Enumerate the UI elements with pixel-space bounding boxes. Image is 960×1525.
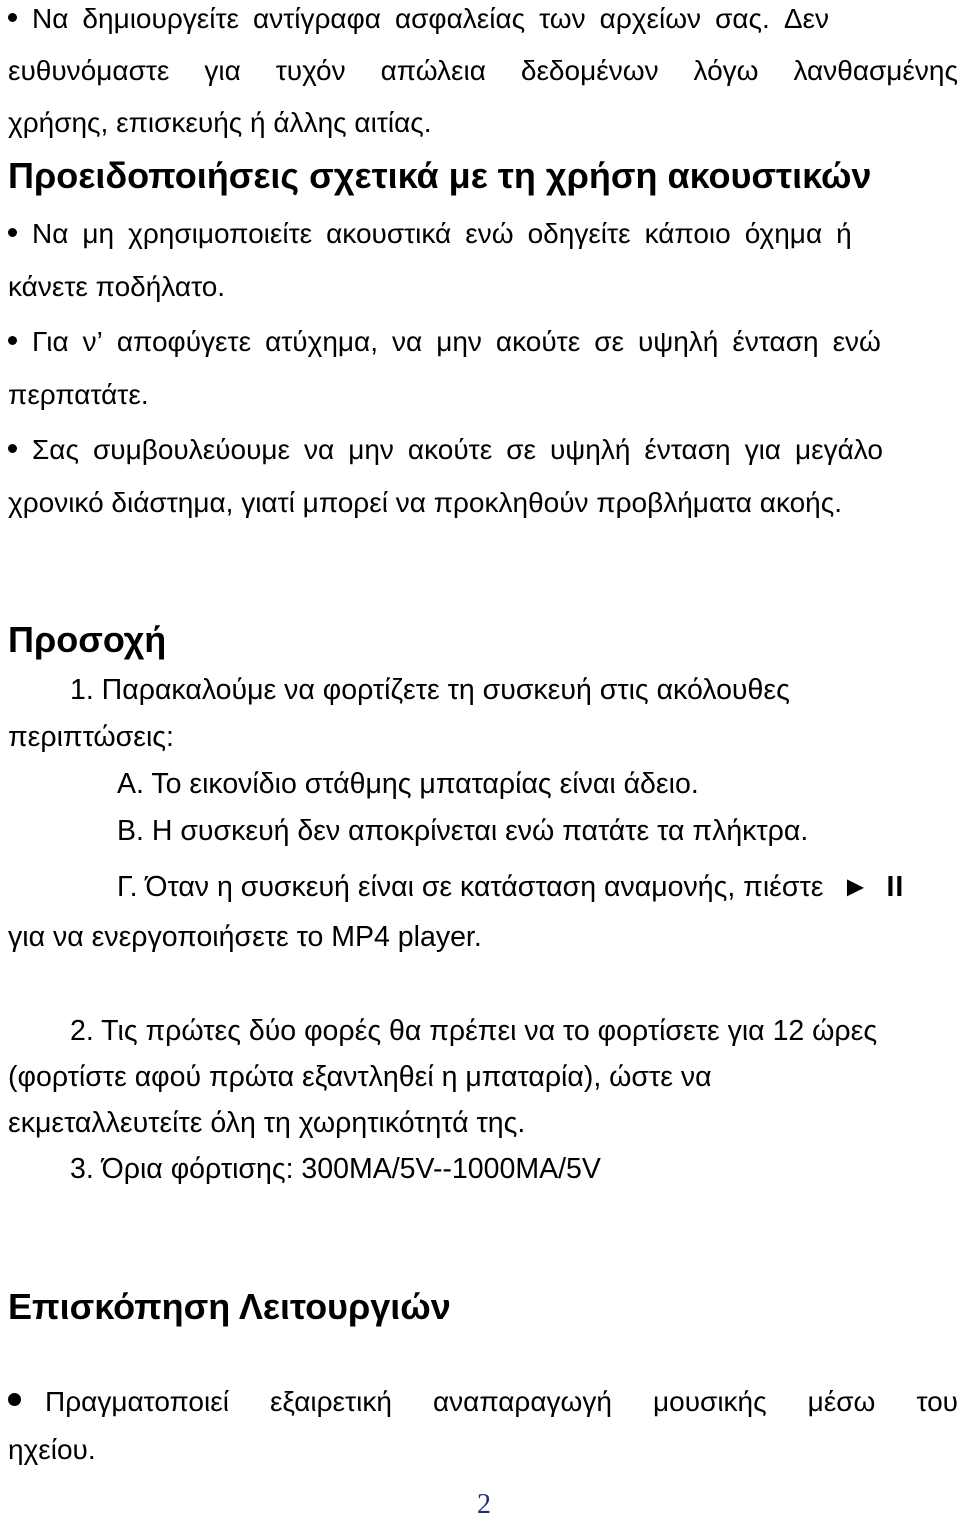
backup-notice-line-3: χρήσης, επισκευής ή άλλης αιτίας. bbox=[8, 107, 432, 138]
headphones-item-1 bbox=[8, 217, 852, 251]
word: ατύχημα, bbox=[265, 326, 378, 357]
word: μουσικής bbox=[653, 1386, 767, 1417]
word: αναπαραγωγή bbox=[432, 1386, 612, 1417]
word: υψηλή bbox=[637, 326, 719, 357]
word: αντίγραφα bbox=[253, 3, 381, 34]
word: Πραγματοποιεί bbox=[45, 1386, 229, 1417]
word: να bbox=[304, 434, 335, 465]
overview-item-1 bbox=[8, 1385, 958, 1419]
overview-heading: Επισκόπηση Λειτουργιών bbox=[8, 1286, 451, 1327]
word: του bbox=[916, 1386, 958, 1417]
backup-notice-line-2 bbox=[8, 54, 958, 88]
word: ακουστικά bbox=[326, 218, 452, 249]
pause-icon: II bbox=[886, 871, 905, 903]
caution-case-g-text: Γ. Όταν η συσκευή είναι σε κατάσταση αναμονής, πιέστε bbox=[117, 871, 824, 903]
caution-point-2: 2. Τις πρώτες δύο φορές θα πρέπει να το φορτίσετε για 12 ώρες bbox=[70, 1015, 878, 1047]
word: να bbox=[392, 326, 423, 357]
headphones-item-3-text bbox=[32, 434, 883, 465]
caution-point-1: 1. Παρακαλούμε να φορτίζετε τη συσκευή στις ακόλουθες bbox=[70, 674, 790, 706]
word: απώλεια bbox=[380, 55, 486, 86]
page-number: 2 bbox=[477, 1489, 491, 1520]
bullet-icon bbox=[8, 336, 17, 345]
word: ενώ bbox=[465, 218, 514, 249]
word: Να bbox=[32, 3, 69, 34]
word: δημιουργείτε bbox=[82, 3, 239, 34]
caution-point-3: 3. Όρια φόρτισης: 300MA/5V--1000MA/5V bbox=[70, 1153, 601, 1185]
headphones-item-2-cont: περπατάτε. bbox=[8, 379, 149, 410]
caution-point-2-cont-1: (φορτίστε αφού πρώτα εξαντληθεί η μπαταρία), ώστε να bbox=[8, 1061, 712, 1093]
word: ακούτε bbox=[407, 434, 493, 465]
word: οδηγείτε bbox=[527, 218, 631, 249]
headphones-item-2 bbox=[8, 325, 881, 359]
word: σε bbox=[594, 326, 624, 357]
caution-case-g bbox=[117, 870, 904, 904]
word: Να bbox=[32, 218, 69, 249]
headphones-item-2-text bbox=[32, 326, 881, 357]
word: σε bbox=[506, 434, 536, 465]
word: για bbox=[744, 434, 781, 465]
bullet-icon bbox=[8, 1393, 21, 1406]
word: Δεν bbox=[783, 3, 829, 34]
word: ακούτε bbox=[495, 326, 581, 357]
word: για bbox=[204, 55, 241, 86]
word: όχημα bbox=[744, 218, 823, 249]
word: ένταση bbox=[732, 326, 819, 357]
word: λόγω bbox=[693, 55, 759, 86]
caution-case-b: Β. Η συσκευή δεν αποκρίνεται ενώ πατάτε τα πλήκτρα. bbox=[117, 815, 809, 847]
word: δεδομένων bbox=[520, 55, 659, 86]
word: Σας bbox=[32, 434, 79, 465]
headphones-item-1-cont: κάνετε ποδήλατο. bbox=[8, 271, 226, 302]
backup-notice-line-1 bbox=[8, 2, 829, 36]
bullet-icon bbox=[8, 228, 17, 237]
word: των bbox=[539, 3, 586, 34]
caution-point-2-cont-2: εκμεταλλευτείτε όλη τη χωρητικότητά της. bbox=[8, 1107, 526, 1139]
word: σας. bbox=[715, 3, 770, 34]
word: ευθυνόμαστε bbox=[8, 55, 170, 86]
word: μην bbox=[348, 434, 394, 465]
word: ασφαλείας bbox=[394, 3, 526, 34]
word: τυχόν bbox=[275, 55, 346, 86]
backup-notice-text bbox=[32, 3, 829, 34]
word: μέσω bbox=[807, 1386, 876, 1417]
word: λανθασμένης bbox=[793, 55, 958, 86]
word: αρχείων bbox=[599, 3, 702, 34]
headphones-item-1-text bbox=[32, 218, 852, 249]
headphones-item-3 bbox=[8, 433, 883, 467]
word: κάποιο bbox=[644, 218, 731, 249]
word: υψηλή bbox=[549, 434, 631, 465]
word: μεγάλο bbox=[795, 434, 883, 465]
word: ενώ bbox=[832, 326, 881, 357]
word: χρησιμοποιείτε bbox=[128, 218, 313, 249]
word: μην bbox=[436, 326, 482, 357]
word: αποφύγετε bbox=[116, 326, 252, 357]
caution-point-1-cont: περιπτώσεις: bbox=[8, 721, 174, 753]
overview-item-1-cont: ηχείου. bbox=[8, 1434, 96, 1465]
bullet-icon bbox=[8, 13, 17, 22]
word: Για bbox=[32, 326, 69, 357]
word: εξαιρετική bbox=[269, 1386, 392, 1417]
word: ή bbox=[836, 218, 852, 249]
word: συμβουλεύουμε bbox=[93, 434, 291, 465]
word: μη bbox=[82, 218, 115, 249]
headphones-item-3-cont: χρονικό διάστημα, γιατί μπορεί να προκληθούν προβλήματα ακοής. bbox=[8, 487, 843, 518]
caution-heading: Προσοχή bbox=[8, 619, 167, 660]
caution-case-g-cont: για να ενεργοποιήσετε το MP4 player. bbox=[8, 921, 482, 953]
word: ν’ bbox=[82, 326, 103, 357]
headphones-warning-heading: Προειδοποιήσεις σχετικά με τη χρήση ακουστικών bbox=[8, 155, 872, 196]
caution-case-a: Α. Το εικονίδιο στάθμης μπαταρίας είναι άδειο. bbox=[117, 768, 699, 800]
play-icon: ► bbox=[841, 871, 871, 903]
bullet-icon bbox=[8, 444, 17, 453]
word: ένταση bbox=[644, 434, 731, 465]
